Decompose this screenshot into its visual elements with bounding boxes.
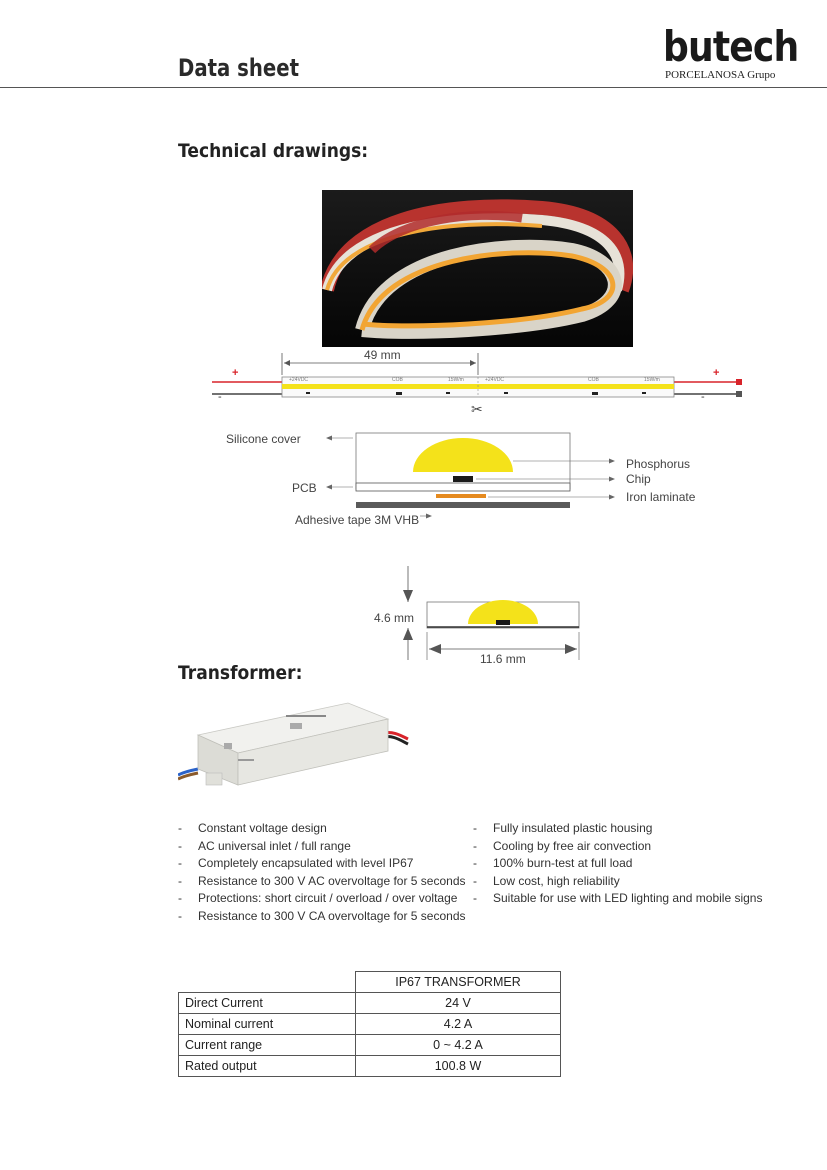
table-row-label: Nominal current bbox=[179, 1014, 356, 1035]
right-minus-sign: - bbox=[701, 391, 705, 403]
label-adhesive-tape: Adhesive tape 3M VHB bbox=[295, 513, 420, 527]
led-strip-photo bbox=[322, 190, 633, 347]
brand-subtitle: PORCELANOSA Grupo bbox=[665, 69, 776, 81]
segment-label-voltage-2: +24VDC bbox=[485, 377, 505, 383]
table-row-value: 24 V bbox=[356, 993, 561, 1014]
table-row-label: Direct Current bbox=[179, 993, 356, 1014]
dimension-height: 4.6 mm bbox=[374, 611, 415, 625]
segment-label-type-2: COB bbox=[588, 377, 599, 383]
table-column-header: IP67 TRANSFORMER bbox=[356, 972, 561, 993]
segment-label-power: 15W/m bbox=[448, 377, 464, 383]
transformer-photo bbox=[178, 695, 428, 805]
table-row-label: Current range bbox=[179, 1035, 356, 1056]
cross-section-diagram bbox=[320, 430, 640, 522]
list-item: - Resistance to 300 V AC overvoltage for 5 seconds bbox=[178, 873, 466, 891]
dimension-diagram bbox=[398, 560, 588, 665]
list-item: - 100% burn-test at full load bbox=[473, 855, 762, 873]
table-row bbox=[179, 993, 561, 1014]
list-item: - Low cost, high reliability bbox=[473, 873, 762, 891]
list-item: - Protections: short circuit / overload / over voltage bbox=[178, 890, 466, 908]
label-pcb: PCB bbox=[292, 481, 317, 495]
list-item: - Suitable for use with LED lighting and mobile signs bbox=[473, 890, 762, 908]
feature-list-left bbox=[178, 820, 466, 925]
scissors-icon: ✂ bbox=[471, 401, 483, 417]
dimension-width: 11.6 mm bbox=[480, 652, 526, 666]
brand-logo: butech bbox=[663, 22, 799, 71]
label-silicone-cover: Silicone cover bbox=[226, 432, 301, 446]
section-heading-technical-drawings: Technical drawings: bbox=[178, 140, 369, 162]
section-heading-transformer: Transformer: bbox=[178, 662, 303, 684]
segment-label-voltage: +24VDC bbox=[289, 377, 309, 383]
table-row bbox=[179, 1014, 561, 1035]
table-row-value: 4.2 A bbox=[356, 1014, 561, 1035]
segment-label-power-2: 15W/m bbox=[644, 377, 660, 383]
left-plus-sign: + bbox=[232, 367, 239, 379]
table-row-value: 100.8 W bbox=[356, 1056, 561, 1077]
table-row bbox=[179, 1035, 561, 1056]
list-item: - Cooling by free air convection bbox=[473, 838, 762, 856]
right-plus-sign: + bbox=[713, 367, 720, 379]
table-row-label: Rated output bbox=[179, 1056, 356, 1077]
segment-label-type: COB bbox=[392, 377, 403, 383]
table-row-value: 0 ~ 4.2 A bbox=[356, 1035, 561, 1056]
list-item: - Constant voltage design bbox=[178, 820, 466, 838]
table-row bbox=[179, 1056, 561, 1077]
page-title: Data sheet bbox=[178, 54, 299, 82]
list-item: - Completely encapsulated with level IP67 bbox=[178, 855, 466, 873]
feature-list-right bbox=[473, 820, 762, 908]
spec-table bbox=[178, 971, 561, 1077]
pitch-dimension: 49 mm bbox=[364, 348, 401, 362]
list-item: - AC universal inlet / full range bbox=[178, 838, 466, 856]
list-item: - Resistance to 300 V CA overvoltage for 5 seconds bbox=[178, 908, 466, 926]
label-phosphorus: Phosphorus bbox=[626, 457, 691, 471]
left-minus-sign: - bbox=[218, 391, 222, 403]
table-corner bbox=[179, 972, 356, 993]
label-chip: Chip bbox=[626, 472, 651, 486]
list-item: - Fully insulated plastic housing bbox=[473, 820, 762, 838]
header-divider bbox=[0, 87, 827, 88]
label-iron-laminate: Iron laminate bbox=[626, 490, 696, 504]
table-header-row bbox=[179, 972, 561, 993]
